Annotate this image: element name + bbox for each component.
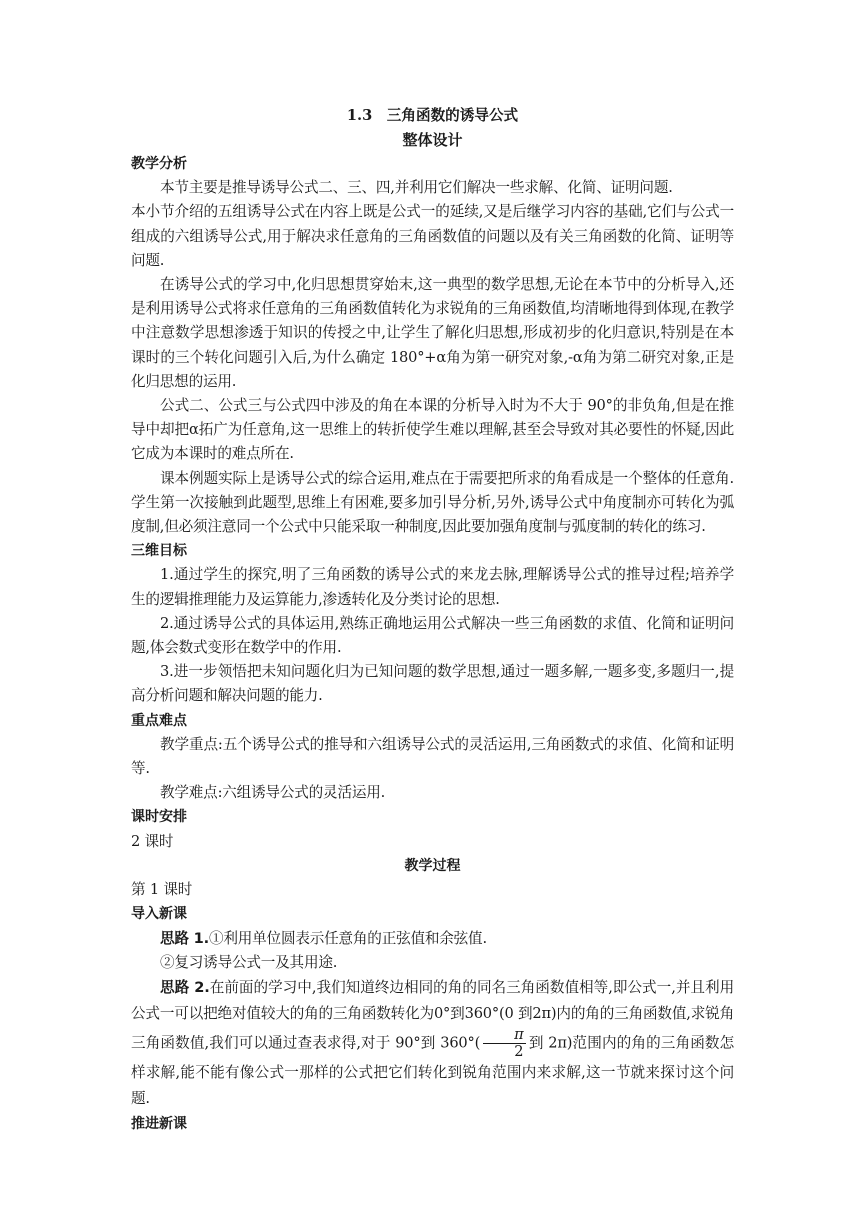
key-point-1: 教学重点:五个诱导公式的推导和六组诱导公式的灵活运用,三角函数式的求值、化简和证明等.: [131, 735, 734, 778]
goal-1: 1.通过学生的探究,明了三角函数的诱导公式的来龙去脉,理解诱导公式的推导过程;培养学生的逻辑推理能力及运算能力,渗透转化及分类讨论的思想.: [131, 566, 734, 608]
fraction-numerator: π: [483, 1027, 525, 1044]
fraction-denominator: 2: [514, 1042, 524, 1060]
idea-1-label: 思路 1.: [160, 929, 209, 947]
analysis-paragraph-2: 本小节介绍的五组诱导公式在内容上既是公式一的延续,又是后继学习内容的基础,它们与公式一组成的六组诱导公式,用于解决求任意角的三角函数值的问题以及有关三角函数的化简、证明等问题.: [131, 203, 734, 269]
heading-analysis: 教学分析: [131, 156, 187, 172]
idea-1-b: ②复习诱导公式一及其用途.: [160, 953, 338, 971]
idea-2-label: 思路 2.: [160, 978, 210, 996]
idea-2-text-2: 到 2π)范围内的角的三角函数怎样求解,能不能有像公式一那样的公式把它们转化到锐角范围内来求解,这一节就来探讨这个问题.: [131, 1034, 734, 1107]
heading-goals: 三维目标: [131, 543, 187, 560]
schedule-text: 2 课时: [131, 832, 174, 850]
idea-2-text-1: 在前面的学习中,我们知道终边相同的角的同名三角函数值相等,即公式一,并且利用公式一可以把绝对值较大的角的三角函数转化为0°到360°(0 到2π)内的角的三角函数值,求锐角三角函数值,我们可以通过查表求得,对于 90°到 360°(: [131, 978, 734, 1052]
analysis-paragraph-5: 课本例题实际上是诱导公式的综合运用,难点在于需要把所求的角看成是一个整体的任意角.学生第一次接触到此题型,思维上有困难,要多加引导分析,另外,诱导公式中角度制亦可转化为弧度制,但必须注意同一个公式中只能采取一种制度,因此要加强角度制与弧度制的转化的练习.: [131, 469, 734, 536]
heading-intro: 导入新课: [131, 906, 187, 923]
idea-2: [131, 975, 734, 1112]
heading-advance: 推进新课: [131, 1115, 187, 1132]
analysis-paragraph-1: 本节主要是推导诱导公式二、三、四,并利用它们解决一些求解、化简、证明问题.: [160, 179, 673, 197]
lesson-label: 第 1 课时: [131, 881, 193, 899]
heading-key-points: 重点难点: [131, 712, 187, 729]
heading-schedule: 课时安排: [131, 809, 187, 826]
goal-3: 3.进一步领悟把未知问题化归为已知问题的数学思想,通过一题多解,一题多变,多题归一,提高分析问题和解决问题的能力.: [131, 663, 734, 705]
analysis-paragraph-3: 在诱导公式的学习中,化归思想贯穿始末,这一典型的数学思想,无论在本节中的分析导入,还是利用诱导公式将求任意角的三角函数值转化为求锐角的三角函数值,均清晰地得到体现,在教学中注意数学思想渗透于知识的传授之中,让学生了解化归思想,形成初步的化归意识,特别是在本课时的三个转化问题引入后,为什么确定 180°+α角为第一研究对象,-α角为第二研究对象,正是化归思想的运用.: [131, 276, 734, 390]
goal-2: 2.通过诱导公式的具体运用,熟练正确地运用公式解决一些三角函数的求值、化简和证明问题,体会数式变形在数学中的作用.: [131, 614, 734, 657]
document-page: [131, 104, 734, 1136]
analysis-paragraph-4: 公式二、公式三与公式四中涉及的角在本课的分析导入时为不大于 90°的非负角,但是在推导中却把α拓广为任意角,这一思维上的转折使学生难以理解,甚至会导致对其必要性的怀疑,因此它成为本课时的难点所在.: [131, 397, 734, 463]
heading-process: 教学过程: [404, 857, 461, 874]
section-title: 1.3 三角函数的诱导公式: [346, 107, 519, 124]
design-subtitle: 整体设计: [402, 131, 463, 149]
pi-over-2-fraction: [483, 1027, 525, 1060]
idea-1: [131, 927, 734, 951]
idea-1-text: ①利用单位圆表示任意角的正弦值和余弦值.: [208, 929, 487, 947]
key-point-2: 教学难点:六组诱导公式的灵活运用.: [160, 784, 386, 802]
